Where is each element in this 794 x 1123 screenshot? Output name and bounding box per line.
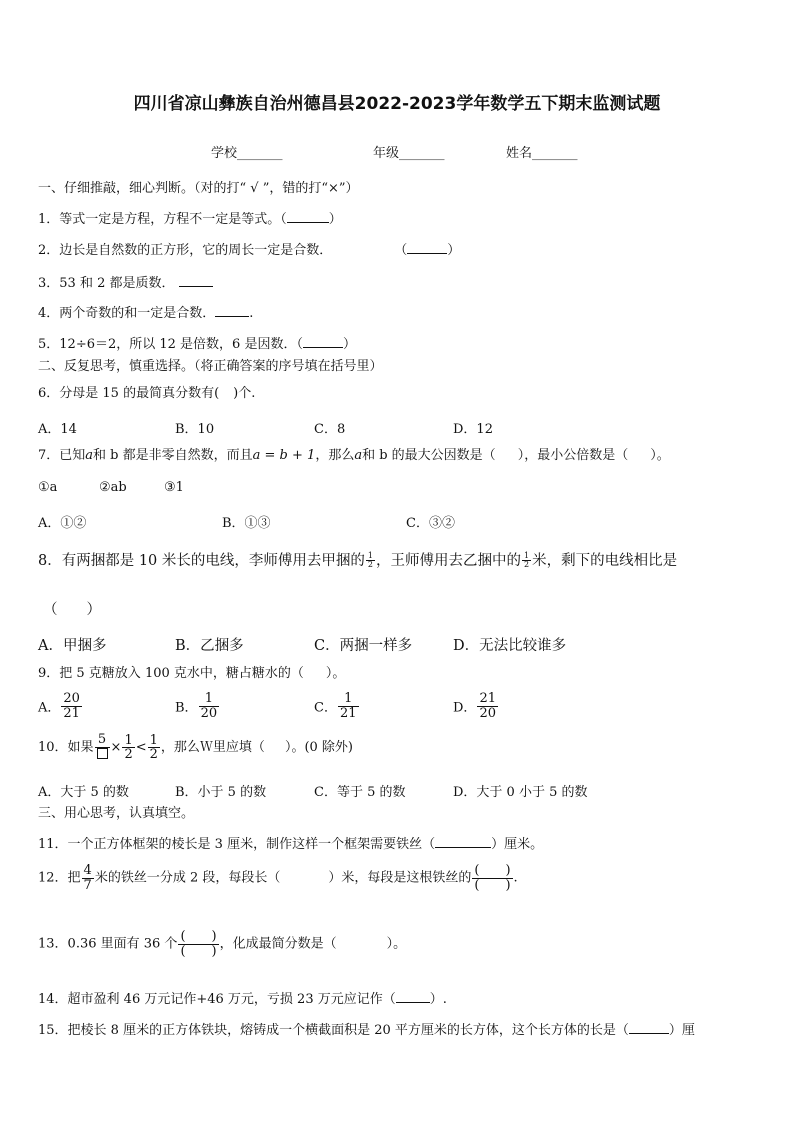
- question-15: 15．把棱长 8 厘米的正方体铁块，熔铸成一个横截面积是 20 平方厘米的长方体，这个长方体的长是（ ）厘: [38, 1020, 695, 1037]
- answer-blank[interactable]: [396, 989, 430, 1003]
- grade-blank: _______: [399, 146, 445, 161]
- q10-option-d[interactable]: D．大于 0 小于 5 的数: [453, 785, 588, 800]
- q10-option-c[interactable]: C．等于 5 的数: [314, 785, 406, 800]
- q6-option-b[interactable]: B．10: [175, 422, 215, 437]
- q6-option-c[interactable]: C．8: [314, 422, 346, 437]
- q7-option-b[interactable]: B．①③: [222, 516, 271, 531]
- fraction: $\frac{1}{2}$: [124, 732, 133, 763]
- answer-blank[interactable]: [287, 209, 329, 223]
- answer-fraction[interactable]: $\frac{( )}{( )}$: [180, 929, 217, 959]
- question-14: 14．超市盈利 46 万元记作+46 万元，亏损 23 万元应记作（ ）.: [38, 989, 447, 1006]
- q9-option-b[interactable]: B． $\frac{1}{20}$: [175, 691, 218, 721]
- question-9: 9．把 5 克糖放入 100 克水中，糖占糖水的（ ）。: [38, 666, 346, 681]
- name-field[interactable]: [506, 142, 578, 161]
- question-10: 10．如果 5 × $\frac{1}{2}$ < $\frac{1}{2}$ ，那么Ｗ里应填（ ）。(0 除外): [38, 732, 353, 763]
- q8-answer-paren[interactable]: （ ）: [43, 602, 101, 618]
- school-field[interactable]: [211, 142, 283, 161]
- q10-option-b[interactable]: B．小于 5 的数: [175, 785, 267, 800]
- answer-blank[interactable]: [407, 240, 447, 254]
- question-1: 1．等式一定是方程，方程不一定是等式。（ ）: [38, 209, 342, 226]
- fraction: 5: [95, 733, 110, 762]
- q10-option-a[interactable]: A．大于 5 的数: [38, 785, 129, 800]
- question-8: 8．有两捆都是 10 米长的电线，李师傅用去甲捆的 $\frac{1}{2}$ ，王师傅用去乙捆中的 $\frac{1}{2}$ 米，剩下的电线相比是: [38, 551, 678, 570]
- section-2-heading: 二、反复思考，慎重选择。（将正确答案的序号填在括号里）: [38, 359, 383, 374]
- fraction: $\frac{1}{2}$: [524, 551, 530, 570]
- grade-field[interactable]: [373, 142, 445, 161]
- q7-item-2: ②ab: [99, 480, 127, 495]
- fraction: $\frac{4}{7}$: [83, 863, 92, 893]
- q6-option-d[interactable]: D．12: [453, 422, 493, 437]
- section-3-heading: 三、用心思考，认真填空。: [38, 806, 195, 821]
- q9-option-d[interactable]: D． $\frac{21}{20}$: [453, 691, 496, 721]
- q7-item-3: ③1: [164, 480, 184, 495]
- q7-option-c[interactable]: C．③②: [406, 516, 455, 531]
- q8-option-c[interactable]: C．两捆一样多: [314, 638, 413, 654]
- question-11: 11．一个正方体框架的棱长是 3 厘米，制作这样一个框架需要铁丝（ ）厘米。: [38, 834, 543, 851]
- name-blank: _______: [532, 146, 578, 161]
- school-blank: _______: [237, 146, 283, 161]
- fraction: $\frac{1}{2}$: [149, 732, 158, 763]
- answer-blank[interactable]: [629, 1020, 669, 1034]
- question-13: 13．0.36 里面有 36 个 $\frac{( )}{( )}$ ，化成最简分数是（ ）。: [38, 929, 407, 959]
- box-placeholder-icon: [97, 748, 108, 759]
- q8-option-a[interactable]: A．甲捆多: [38, 638, 107, 654]
- page-title: 四川省凉山彝族自治州德昌县2022-2023学年数学五下期末监测试题: [133, 94, 661, 114]
- question-7: 7．已知a和 b 都是非零自然数，而且a = b + 1，那么a和 b 的最大公因数是（ ），最小公倍数是（ ）。: [38, 448, 670, 463]
- answer-blank[interactable]: [303, 334, 343, 348]
- question-5: 5．12÷6＝2，所以 12 是倍数，6 是因数．（ ）: [38, 334, 356, 351]
- q9-option-a[interactable]: A． $\frac{20}{21}$: [38, 691, 80, 721]
- question-12: 12．把 $\frac{4}{7}$ 米的铁丝一分成 2 段，每段长（ ）米，每段是这根铁丝的 $\frac{( )}{( )}$ .: [38, 863, 518, 893]
- fraction: $\frac{1}{2}$: [367, 551, 373, 570]
- question-4: 4．两个奇数的和一定是合数． .: [38, 303, 253, 320]
- answer-blank[interactable]: [435, 834, 491, 848]
- q8-option-d[interactable]: D．无法比较谁多: [453, 638, 567, 654]
- answer-fraction[interactable]: $\frac{( )}{( )}$: [474, 863, 511, 893]
- q9-option-c[interactable]: C． $\frac{1}{21}$: [314, 691, 357, 721]
- section-1-heading: 一、仔细推敲，细心判断。（对的打“ √ ”，错的打“×”）: [38, 181, 359, 196]
- school-label: 学校: [211, 146, 238, 161]
- answer-blank[interactable]: [179, 273, 213, 287]
- question-2: 2．边长是自然数的正方形，它的周长一定是合数． （ ）: [38, 240, 460, 257]
- name-label: 姓名: [506, 146, 533, 161]
- question-3: 3．53 和 2 都是质数．: [38, 273, 213, 290]
- question-6: 6．分母是 15 的最简真分数有( )个.: [38, 386, 256, 401]
- q8-option-b[interactable]: B．乙捆多: [175, 638, 244, 654]
- q7-option-a[interactable]: A．①②: [38, 516, 87, 531]
- grade-label: 年级: [373, 146, 400, 161]
- answer-blank[interactable]: [215, 303, 249, 317]
- q6-option-a[interactable]: A．14: [38, 422, 77, 437]
- q7-item-1: ①a: [38, 480, 58, 495]
